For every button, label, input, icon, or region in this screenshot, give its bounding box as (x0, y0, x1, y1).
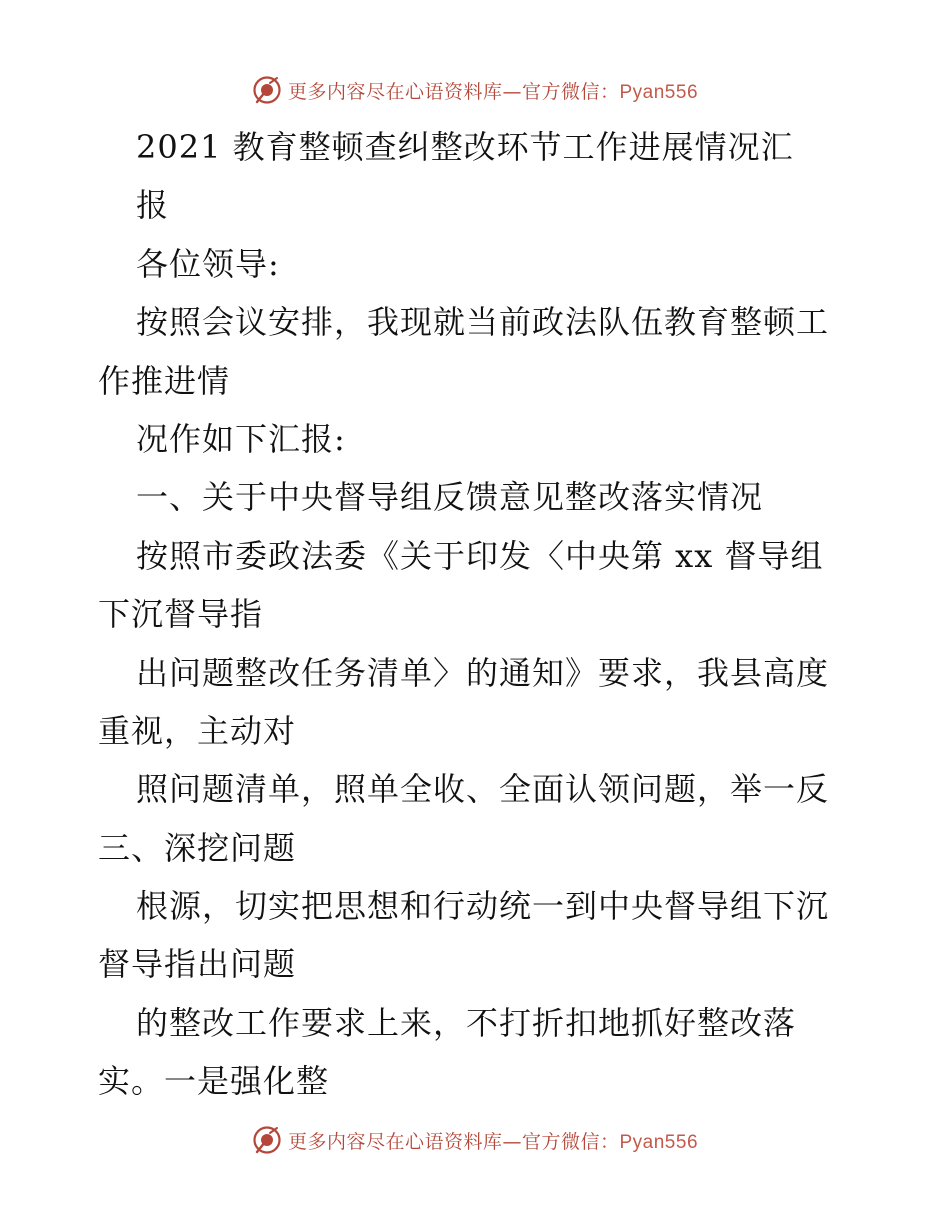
paragraph-line: 照问题清单，照单全收、全面认领问题，举一反 (136, 770, 830, 809)
paragraph-line: 作推进情 (98, 361, 231, 400)
paragraph-line: 重视，主动对 (98, 711, 297, 750)
paragraph-line: 按照市委政法委《关于印发〈中央第 xx 督导组 (136, 536, 824, 575)
watermark-text: 更多内容尽在心语资料库—官方微信：Pyan556 (287, 1130, 699, 1153)
document-title-line-1: 2021 教育整顿查纠整改环节工作进展情况汇 (136, 128, 794, 166)
footer-watermark (0, 1120, 950, 1160)
quill-seal-icon (252, 75, 282, 105)
paragraph-line: 下沉督导指 (98, 595, 264, 634)
wechat-id: Pyan556 (619, 81, 699, 103)
paragraph-line: 三、深挖问题 (98, 828, 297, 867)
paragraph-line: 况作如下汇报: (136, 419, 346, 458)
paragraph-line: 出问题整改任务清单〉的通知》要求，我县高度 (136, 653, 830, 692)
paragraph-line: 实。一是强化整 (98, 1062, 330, 1101)
wechat-id: Pyan556 (619, 1131, 699, 1153)
salutation: 各位领导: (136, 244, 280, 283)
paragraph-line: 根源，切实把思想和行动统一到中央督导组下沉 (136, 887, 830, 926)
paragraph-line: 按照会议安排，我现就当前政法队伍教育整顿工 (136, 303, 830, 342)
document-body (98, 118, 858, 1111)
document-title-line-2: 报 (136, 186, 170, 225)
quill-seal-icon (252, 1125, 282, 1155)
watermark-text: 更多内容尽在心语资料库—官方微信：Pyan556 (287, 80, 699, 103)
header-watermark (0, 70, 950, 110)
paragraph-line: 的整改工作要求上来，不打折扣地抓好整改落 (136, 1003, 797, 1042)
paragraph-line: 督导指出问题 (98, 945, 297, 984)
section-heading: 一、关于中央督导组反馈意见整改落实情况 (136, 478, 764, 517)
